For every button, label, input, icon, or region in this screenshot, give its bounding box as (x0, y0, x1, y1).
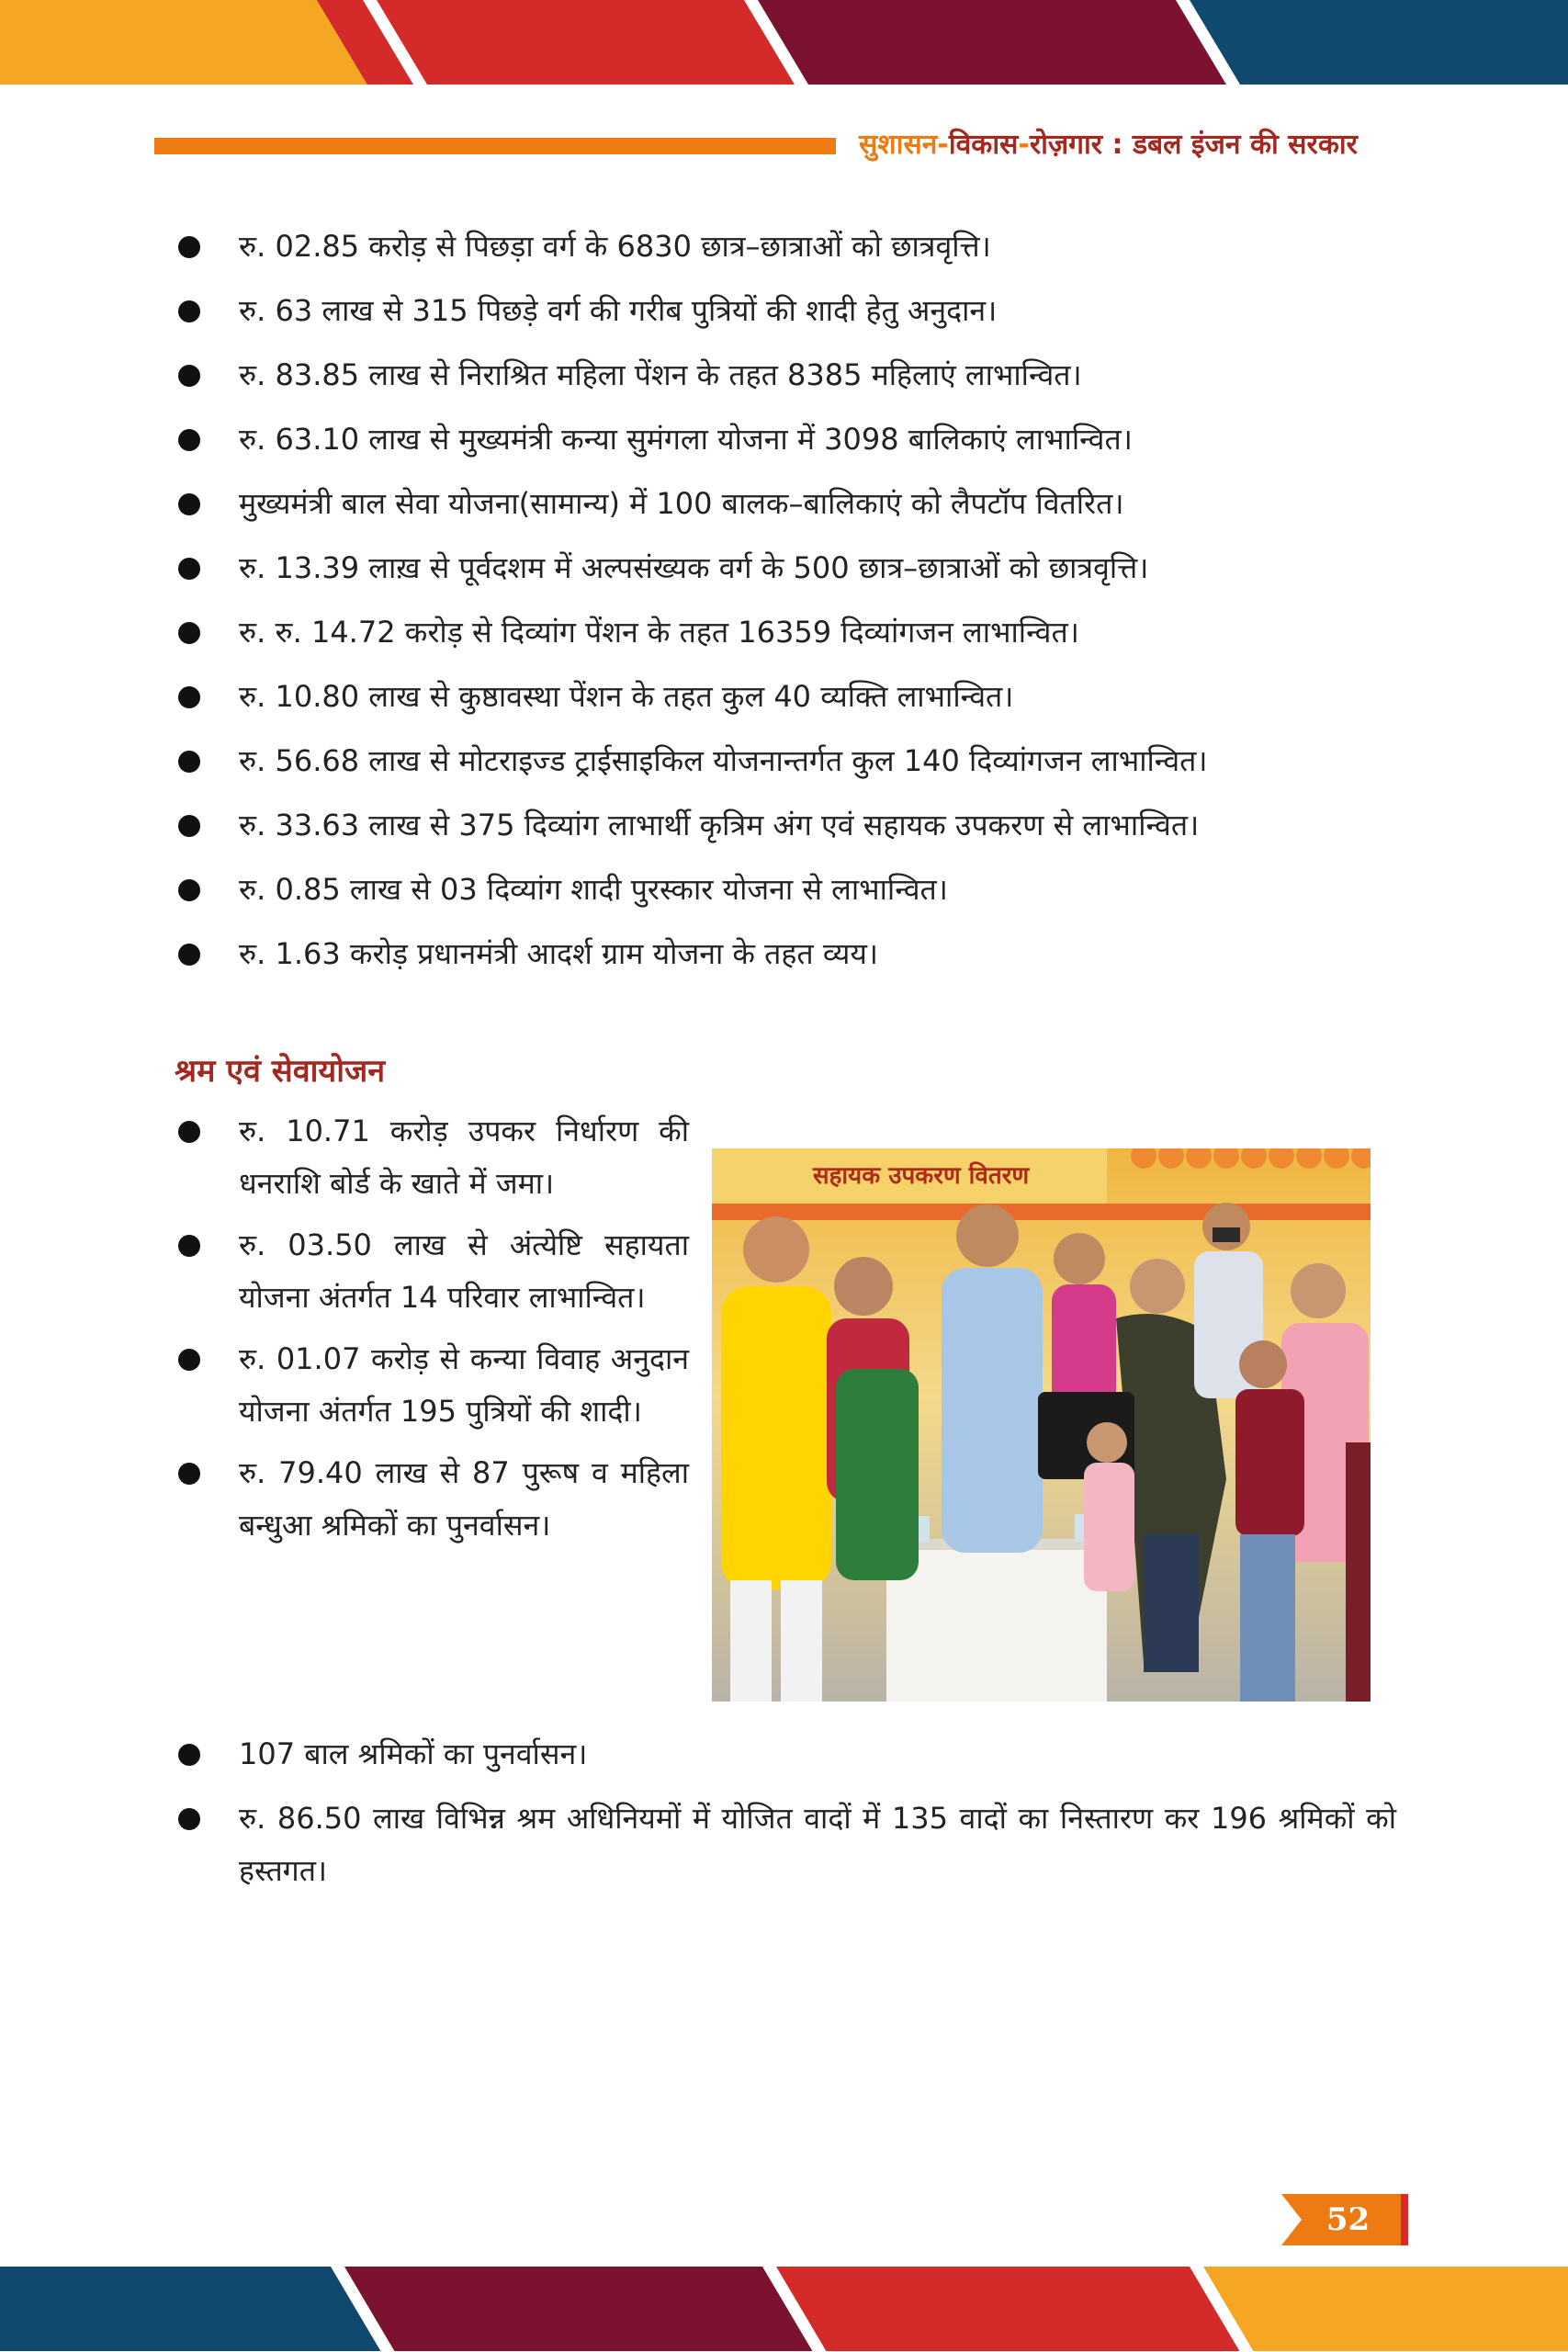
list-item-text: रु. 13.39 लाख़ से पूर्वदशम में अल्पसंख्यक वर्ग के 500 छात्र–छात्राओं को छात्रवृत्ति। (239, 550, 1149, 585)
event-photo (712, 1148, 1371, 1702)
list-item (175, 799, 1396, 852)
bullet-icon (178, 1744, 200, 1766)
list-item-text: रु. 86.50 लाख विभिन्न श्रम अधिनियमों में योजित वादों में 135 वादों का निस्तारण कर 196 श्रमिकों को हस्तगत। (239, 1801, 1396, 1888)
list-item (175, 285, 1396, 337)
list-item-text: रु. 0.85 लाख से 03 दिव्यांग शादी पुरस्कार योजना से लाभान्वित। (239, 872, 948, 907)
list-item (175, 478, 1396, 530)
header-sep-1: - (937, 129, 949, 161)
list-item-text: रु. 1.63 करोड़ प्रधानमंत्री आदर्श ग्राम योजना के तहत व्यय। (239, 936, 879, 971)
bullet-icon (178, 1121, 200, 1143)
list-item-text: रु. 01.07 करोड़ से कन्या विवाह अनुदान योजना अंतर्गत 195 पुत्रियों की शादी। (239, 1341, 689, 1429)
bullet-icon (178, 751, 200, 773)
bullet-icon (178, 493, 200, 515)
list-item (175, 606, 1396, 659)
list-item (175, 413, 1396, 466)
list-item-text: 107 बाल श्रमिकों का पुनर्वासन। (239, 1736, 588, 1771)
bullet-icon (178, 429, 200, 451)
section-heading-labour: श्रम एवं सेवायोजन (175, 1053, 386, 1090)
list-item-text: रु. 33.63 लाख से 375 दिव्यांग लाभार्थी कृत्रिम अंग एवं सहायक उपकरण से लाभान्वित। (239, 808, 1200, 842)
list-item (175, 349, 1396, 401)
bullet-icon (178, 622, 200, 644)
bullet-icon (178, 1808, 200, 1830)
list-item-text: रु. 56.68 लाख से मोटराइज्ड ट्राईसाइकिल योजनान्तर्गत कुल 140 दिव्यांगजन लाभान्वित। (239, 743, 1208, 778)
header-word-vikas: विकास (948, 129, 1019, 161)
header-word-rozgar: रोज़गार (1029, 129, 1103, 161)
page-number-tab (1281, 2194, 1408, 2245)
page-header-title (859, 122, 1410, 168)
list-item (175, 542, 1396, 594)
list-item-text: रु. 63.10 लाख से मुख्यमंत्री कन्या सुमंगला योजना में 3098 बालिकाएं लाभान्वित। (239, 422, 1133, 457)
labour-list-bottom (175, 1728, 1396, 1909)
list-item-text: रु. 02.85 करोड़ से पिछड़ा वर्ग के 6830 छात्र–छात्राओं को छात्रवृत्ति। (239, 229, 991, 264)
header-accent-bar (154, 138, 836, 154)
labour-list-with-photo (175, 1105, 689, 1561)
header-sep-2: - (1018, 129, 1030, 161)
header-title-rest: : डबल इंजन की सरकार (1102, 129, 1358, 161)
list-item (175, 864, 1396, 916)
list-item-text: मुख्यमंत्री बाल सेवा योजना(सामान्य) में 100 बालक–बालिकाएं को लैपटॉप वितरित। (239, 486, 1124, 521)
list-item-text: रु. 63 लाख से 315 पिछड़े वर्ग की गरीब पुत्रियों की शादी हेतु अनुदान। (239, 293, 998, 328)
list-item (175, 735, 1396, 787)
photo-banner-text: सहायक उपकरण वितरण (813, 1162, 1030, 1190)
bullet-icon (178, 558, 200, 580)
bottom-decorative-band (0, 2267, 1568, 2351)
list-item-text: रु. रु. 14.72 करोड़ से दिव्यांग पेंशन के तहत 16359 दिव्यांगजन लाभान्वित। (239, 615, 1079, 650)
list-item (175, 1728, 1396, 1781)
list-item (175, 928, 1396, 980)
bullet-icon (178, 1349, 200, 1371)
bullet-icon (178, 236, 200, 258)
list-item (175, 220, 1396, 273)
welfare-scheme-list (175, 220, 1396, 992)
list-item-text: रु. 83.85 लाख से निराश्रित महिला पेंशन के तहत 8385 महिलाएं लाभान्वित। (239, 357, 1082, 392)
list-item-text: रु. 79.40 लाख से 87 पुरूष व महिला बन्धुआ श्रमिकों का पुनर्वासन। (239, 1455, 689, 1543)
bullet-icon (178, 365, 200, 387)
header-word-sushasan: सुशासन (859, 129, 938, 161)
bullet-icon (178, 1235, 200, 1257)
bullet-icon (178, 1463, 200, 1485)
bullet-icon (178, 300, 200, 322)
list-item-text: रु. 10.80 लाख से कुष्ठावस्था पेंशन के तहत कुल 40 व्यक्ति लाभान्वित। (239, 679, 1014, 714)
page-number: 52 (1325, 2201, 1371, 2238)
list-item (175, 1105, 689, 1210)
list-item (175, 1447, 689, 1552)
bullet-icon (178, 879, 200, 901)
list-item (175, 671, 1396, 723)
list-item-text: रु. 03.50 लाख से अंत्येष्टि सहायता योजना अंतर्गत 14 परिवार लाभान्वित। (239, 1227, 689, 1315)
bullet-icon (178, 686, 200, 708)
bullet-icon (178, 944, 200, 966)
bullet-icon (178, 815, 200, 837)
list-item (175, 1219, 689, 1324)
list-item (175, 1792, 1396, 1897)
top-decorative-band (0, 0, 1568, 85)
list-item (175, 1333, 689, 1438)
list-item-text: रु. 10.71 करोड़ उपकर निर्धारण की धनराशि बोर्ड के खाते में जमा। (239, 1114, 689, 1201)
